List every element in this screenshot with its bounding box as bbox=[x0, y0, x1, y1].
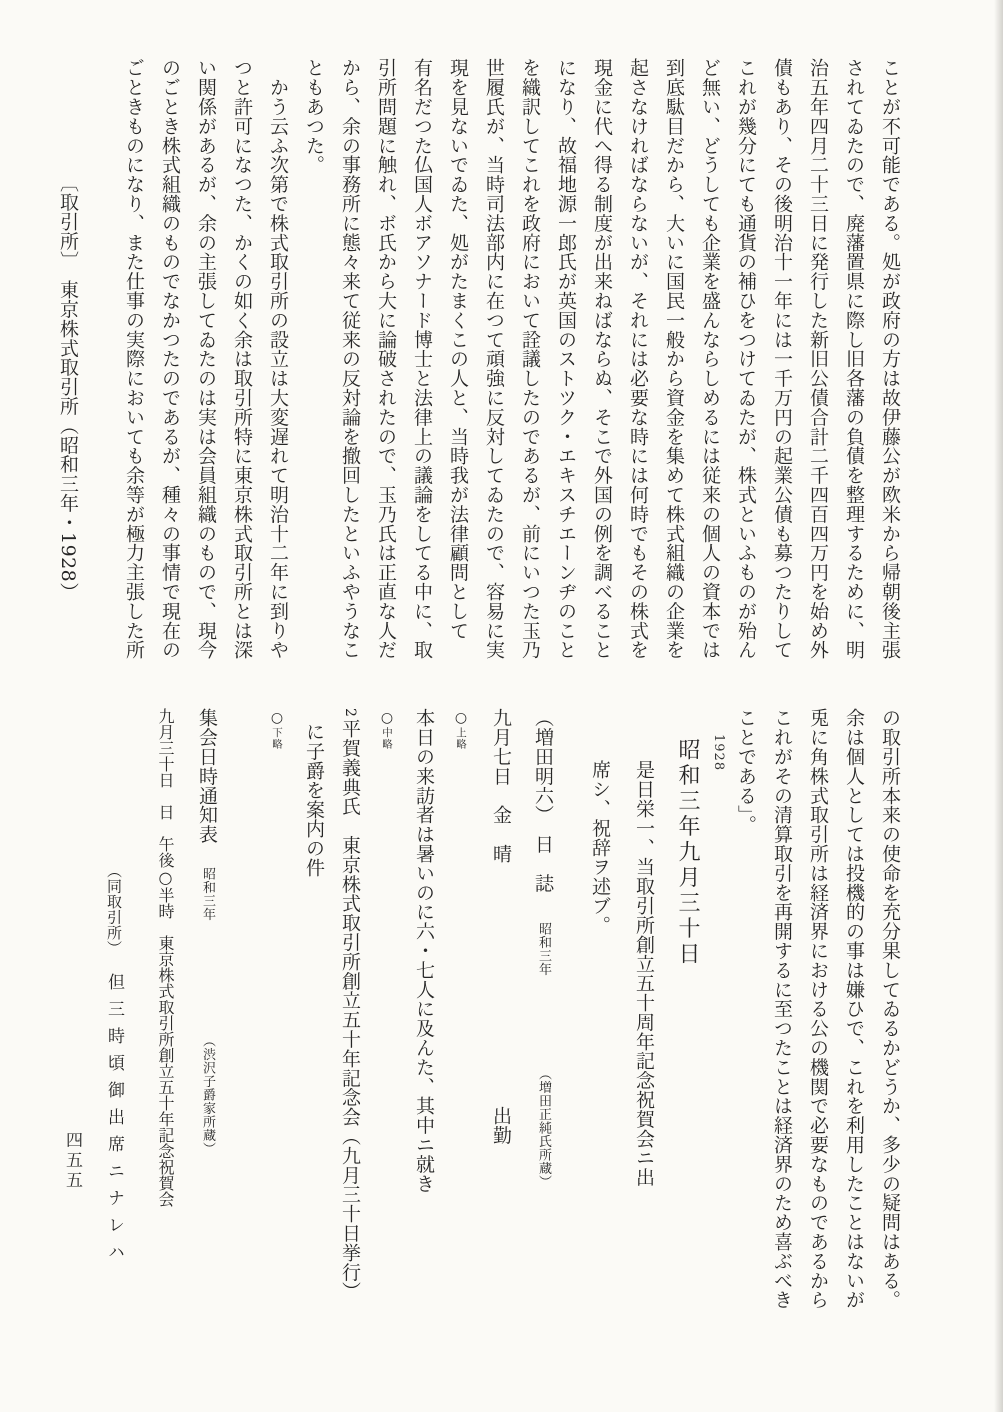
ellipsis-note-top bbox=[442, 708, 480, 1320]
item-number: 2 bbox=[342, 708, 358, 719]
quote-column: 兎に角株式取引所は経済界における公の機関で必要なものであるから bbox=[807, 708, 829, 1310]
ellipsis-note-bottom bbox=[258, 708, 296, 1320]
summary-column: 席シ、祝辞ヲ述ブ。 bbox=[589, 760, 611, 935]
text-column: い関係があるが、余の主張してゐたのは実は会員組織のもので、現今 bbox=[195, 58, 217, 660]
summary-column: 是日栄一、当取引所創立五十周年記念祝賀会ニ出 bbox=[633, 760, 655, 1187]
diary-entry-column: 本日の来訪者は暑いのに六・七人に及んた、其中ニ就き bbox=[413, 708, 435, 1193]
text-column: つと許可になつた、かくの如く余は取引所特に東京株式取引所とは深 bbox=[231, 58, 253, 660]
item-text: 平賀義典氏 東京株式取引所創立五十年記念会（九月三十日挙行） bbox=[339, 718, 361, 1301]
text-column: これが幾分にても通貨の補ひをつけてゐたが、株式といふものが殆ん bbox=[735, 58, 757, 660]
notice-annotation-text: 但三時頃御出席ニナレハ bbox=[104, 973, 124, 1271]
diary-source-owner: （増田正純氏所蔵） bbox=[536, 1066, 551, 1189]
diary-attendance: 出勤 bbox=[490, 1106, 512, 1146]
diary-date-column bbox=[480, 708, 522, 1320]
text-column: から、余の事務所に態々来て従来の反対論を撤回したといふやうなこ bbox=[339, 58, 361, 660]
notice-title-column bbox=[186, 708, 228, 1320]
text-column: 現を見ないでゐた、処がたまくこの人と、当時我が法律顧問として bbox=[447, 58, 469, 640]
text-column: 到底駄目だから、大いに国民一般から資金を集めて株式組織の企業を bbox=[663, 58, 685, 660]
year-label: 1928 bbox=[711, 734, 726, 772]
text-column: ど無い、どうしても企業を盛んならしめるには従来の個人の資本では bbox=[699, 58, 721, 660]
ellipsis-label: 下略 bbox=[271, 727, 283, 750]
text-column: になり、故福地源一郎氏が英国のストツク・エキスチエーンヂのこと bbox=[555, 58, 577, 660]
ellipsis-note-middle bbox=[368, 708, 406, 1320]
circle-mark: ○ bbox=[269, 710, 285, 726]
text-column: のごとき株式組織のものでなかつたのであるが、種々の事情で現在の bbox=[159, 58, 181, 660]
text-column: ごときものになり、また仕事の実際においても余等が極力主張した所 bbox=[123, 58, 145, 660]
date-heading: 昭和三年九月三十日 bbox=[675, 738, 700, 968]
notice-body-column: 九月三十日 日 午後○半時 東京株式取引所創立五十年記念祝賀会 bbox=[156, 708, 175, 1207]
notice-owner: （渋沢子爵家所蔵） bbox=[200, 1034, 215, 1156]
text-column: されてゐたので、廃藩置県に際し旧各藩の負債を整理するために、明 bbox=[843, 58, 865, 660]
text-column: 債もあり、その後明治十一年には一千万円の起業公債も募つたりして bbox=[771, 58, 793, 660]
notice-title: 集会日時通知表 bbox=[196, 708, 218, 844]
quote-column: の取引所本来の使命を充分果してゐるかどうか、多少の疑問はある。 bbox=[879, 708, 901, 1310]
notice-annotation-source: （同取引所） bbox=[105, 863, 123, 956]
notice-year: 昭和三年 bbox=[200, 866, 215, 921]
text-column: 現金に代へ得る制度が出来ねばならぬ、そこで外国の例を調べること bbox=[591, 58, 613, 660]
main-text-block bbox=[50, 58, 908, 668]
page-number: 四五五 bbox=[62, 1131, 82, 1191]
ellipsis-label: 中略 bbox=[381, 727, 393, 750]
notice-annotation-column bbox=[94, 708, 134, 1320]
quote-column: これがその清算取引を再開するに至つたことは経済界のため喜ぶべき bbox=[771, 708, 793, 1310]
diary-date: 九月七日 金 晴 bbox=[490, 708, 512, 864]
diary-item-column bbox=[332, 708, 368, 1320]
circle-mark: ○ bbox=[379, 710, 395, 726]
text-column: ともあつた。 bbox=[303, 58, 325, 175]
source-caption: 〔取引所〕 東京株式取引所（昭和三年・1928） bbox=[57, 173, 79, 602]
ellipsis-label: 上略 bbox=[455, 727, 467, 750]
text-column: 引所問題に触れ、ボ氏から大に論破されたので、玉乃氏は正直な人だ bbox=[375, 58, 397, 660]
text-column: 有名だつた仏国人ボアソナード博士と法律上の議論をしてる中に、取 bbox=[411, 58, 433, 660]
text-column: 治五年四月二十三日に発行した新旧公債合計二千四百四万円を始め外 bbox=[807, 58, 829, 660]
text-column: を織訳してこれを政府において詮議したのであるが、前にいつた玉乃 bbox=[519, 58, 541, 660]
entry-text-block bbox=[94, 708, 908, 1320]
quote-column: 余は個人としては投機的の事は嫌ひで、これを利用したことはないが bbox=[843, 708, 865, 1310]
diary-source-year: 昭和三年 bbox=[536, 921, 551, 976]
text-column: ことが不可能である。処が政府の方は故伊藤公が欧米から帰朝後主張 bbox=[879, 58, 901, 660]
quote-column: ことである」。 bbox=[735, 708, 757, 835]
diary-item-column: に子爵を案内の件 bbox=[303, 722, 325, 878]
text-column: 起さなければならないが、それには必要な時には何時でもその株式を bbox=[627, 58, 649, 660]
text-column: かう云ふ次第で株式取引所の設立は大変遅れて明治十二年に到りや bbox=[267, 58, 289, 660]
diary-source-column bbox=[522, 708, 564, 1320]
circle-mark: ○ bbox=[453, 710, 469, 726]
text-column: 世履氏が、当時司法部内に在つて頑強に反対してゐたので、容易に実 bbox=[483, 58, 505, 660]
diary-source-title: （増田明六） 日 誌 bbox=[532, 708, 554, 893]
